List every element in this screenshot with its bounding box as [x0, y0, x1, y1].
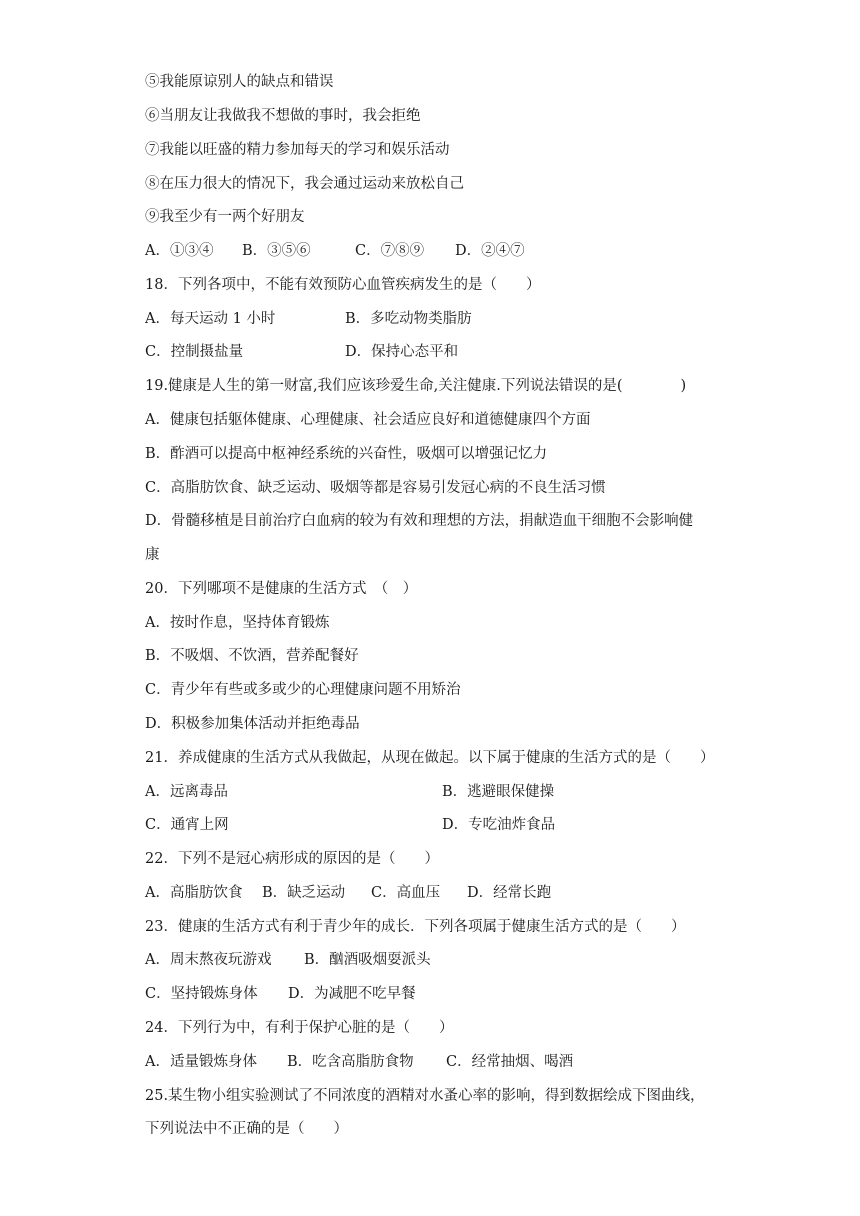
- option-a: A．周末熬夜玩游戏: [145, 952, 272, 968]
- question-25-stem-continuation: 下列说法中不正确的是（ ）: [145, 1121, 348, 1137]
- option-c: C．⑦⑧⑨: [355, 243, 425, 259]
- option-c: C．经常抽烟、喝酒: [446, 1054, 574, 1070]
- statement-item: ⑤我能原谅别人的缺点和错误: [145, 74, 334, 90]
- option-a: A．每天运动 1 小时: [145, 311, 276, 327]
- option-b: B．③⑤⑥: [242, 243, 311, 259]
- option-c: C．青少年有些或多或少的心理健康问题不用矫治: [145, 682, 461, 698]
- option-b: B．吃含高脂肪食物: [287, 1054, 414, 1070]
- option-b: B．逃避眼保健操: [442, 784, 555, 800]
- statement-item: ⑥当朋友让我做我不想做的事时，我会拒绝: [145, 108, 421, 124]
- option-c: C．高脂肪饮食、缺乏运动、吸烟等都是容易引发冠心病的不良生活习惯: [145, 480, 606, 496]
- question-20-stem: 20．下列哪项不是健康的生活方式 （ ）: [145, 581, 418, 597]
- question-19-stem: 19.健康是人生的第一财富,我们应该珍爱生命,关注健康.下列说法错误的是( ): [145, 378, 687, 394]
- statement-item: ⑦我能以旺盛的精力参加每天的学习和娱乐活动: [145, 142, 450, 158]
- option-d: D．积极参加集体活动并拒绝毒品: [145, 716, 360, 732]
- option-d: D．为减肥不吃早餐: [288, 986, 416, 1002]
- question-22-stem: 22．下列不是冠心病形成的原因的是（ ）: [145, 851, 439, 867]
- option-b: B．酢酒可以提高中枢神经系统的兴奋性，吸烟可以增强记忆力: [145, 446, 548, 462]
- option-b: B．缺乏运动: [262, 885, 346, 901]
- option-a: A．高脂肪饮食: [145, 885, 243, 901]
- question-21-stem: 21．养成健康的生活方式从我做起，从现在做起。以下属于健康的生活方式的是（ ）: [145, 750, 715, 766]
- question-23-stem: 23．健康的生活方式有利于青少年的成长．下列各项属于健康生活方式的是（ ）: [145, 919, 686, 935]
- option-b: B．不吸烟、不饮酒，营养配餐好: [145, 648, 359, 664]
- option-d-continuation: 康: [145, 547, 160, 563]
- statement-item: ⑧在压力很大的情况下，我会通过运动来放松自己: [145, 176, 464, 192]
- option-c: C．高血压: [371, 885, 441, 901]
- statement-item: ⑨我至少有一两个好朋友: [145, 209, 305, 225]
- question-24-stem: 24．下列行为中，有利于保护心脏的是（ ）: [145, 1020, 454, 1036]
- option-c: C．通宵上网: [145, 817, 229, 833]
- question-18-stem: 18．下列各项中，不能有效预防心血管疾病发生的是（ ）: [145, 277, 541, 293]
- option-b: B．多吃动物类脂肪: [345, 311, 472, 327]
- question-25-stem: 25.某生物小组实验测试了不同浓度的酒精对水蚤心率的影响，得到数据绘成下图曲线，: [145, 1088, 705, 1104]
- option-d: D．②④⑦: [455, 243, 525, 259]
- option-b: B．酗酒吸烟耍派头: [304, 952, 431, 968]
- option-a: A．健康包括躯体健康、心理健康、社会适应良好和道德健康四个方面: [145, 412, 591, 428]
- option-c: C．坚持锻炼身体: [145, 986, 258, 1002]
- option-d: D．骨髓移植是目前治疗白血病的较为有效和理想的方法，捐献造血干细胞不会影响健: [145, 513, 694, 529]
- option-a: A．适量锻炼身体: [145, 1054, 257, 1070]
- option-c: C．控制摄盐量: [145, 344, 244, 360]
- option-a: A．远离毒品: [145, 784, 228, 800]
- option-d: D．保持心态平和: [345, 344, 459, 360]
- option-a: A．①③④: [145, 243, 214, 259]
- option-d: D．专吃油炸食品: [442, 817, 556, 833]
- option-d: D．经常长跑: [467, 885, 552, 901]
- option-a: A．按时作息，坚持体育锻炼: [145, 615, 330, 631]
